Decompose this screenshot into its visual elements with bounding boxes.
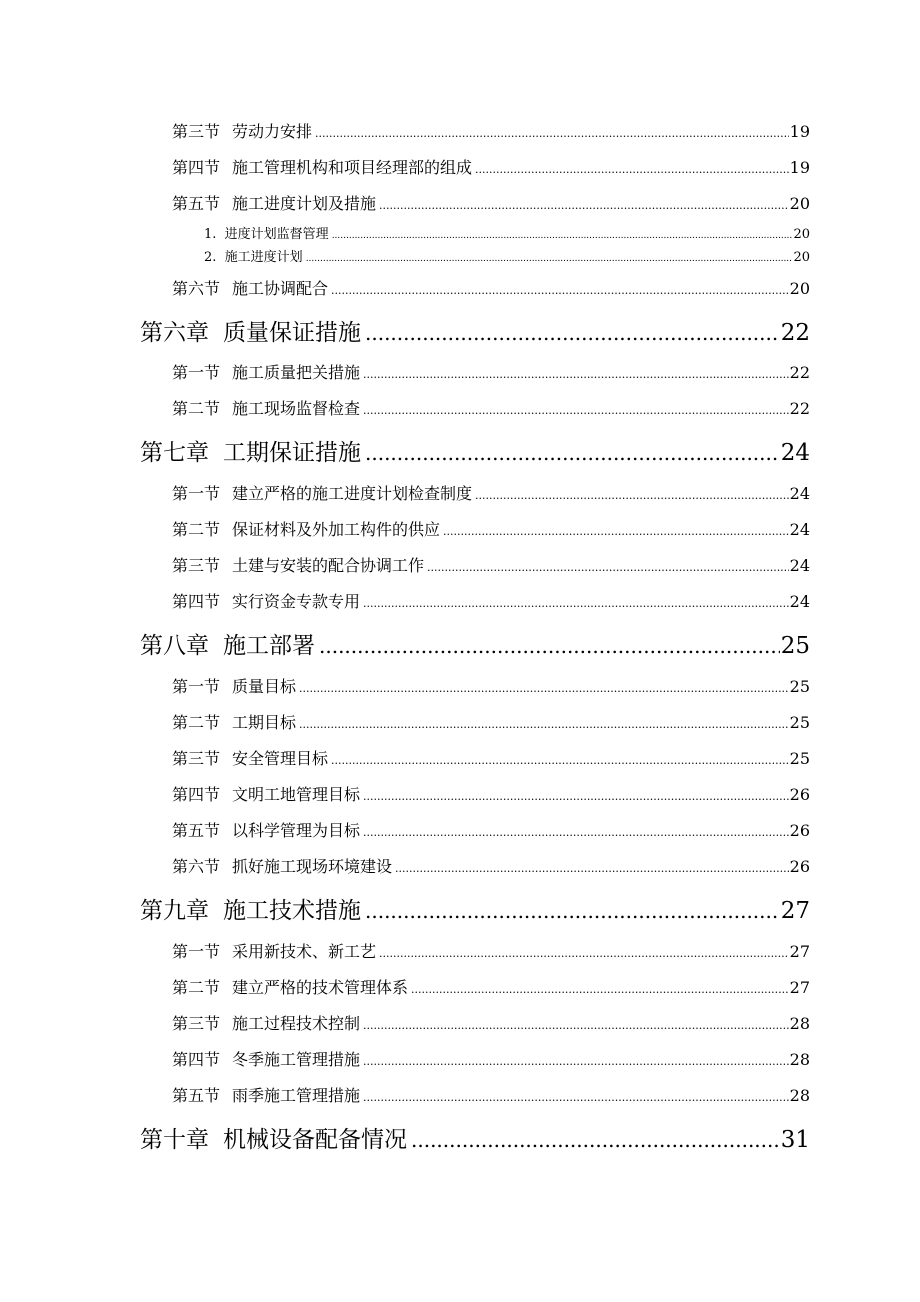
- dot-leader: [411, 983, 789, 996]
- toc-chapter-title: 第八章 施工部署: [140, 633, 315, 659]
- toc-page-number: 20: [789, 194, 810, 213]
- toc-entry[interactable]: [172, 155, 810, 177]
- dot-leader: [365, 321, 780, 345]
- toc-entry[interactable]: [172, 1047, 810, 1069]
- dot-leader: [363, 404, 789, 417]
- toc-entry-title: 第三节 劳动力安排: [172, 122, 313, 141]
- toc-entry[interactable]: [172, 939, 810, 961]
- toc-chapter-title: 第九章 施工技术措施: [140, 898, 361, 924]
- dot-leader: [363, 1019, 789, 1032]
- toc-entry-title: 第二节 建立严格的技术管理体系: [172, 978, 409, 997]
- dot-leader: [363, 790, 789, 803]
- toc-entry-title: 第六节 施工协调配合: [172, 279, 329, 298]
- toc-entry-title: 第五节 以科学管理为目标: [172, 821, 361, 840]
- dot-leader: [363, 1055, 789, 1068]
- toc-chapter-title: 第七章 工期保证措施: [140, 440, 361, 466]
- dot-leader: [363, 368, 789, 381]
- toc-entry[interactable]: [172, 975, 810, 997]
- toc-entry[interactable]: [172, 1011, 810, 1033]
- toc-page-number: 19: [789, 122, 810, 141]
- dot-leader: [379, 947, 789, 960]
- toc-page-number: 28: [789, 1050, 810, 1069]
- toc-chapter-title: 第六章 质量保证措施: [140, 320, 361, 346]
- toc-page-number: 25: [789, 749, 810, 768]
- toc-entry[interactable]: [172, 782, 810, 804]
- toc-page-number: 26: [789, 857, 810, 876]
- toc-entry-title: 第二节 施工现场监督检查: [172, 399, 361, 418]
- dot-leader: [379, 199, 789, 212]
- toc-page-number: 26: [789, 785, 810, 804]
- toc-entry-title: 第四节 文明工地管理目标: [172, 785, 361, 804]
- toc-chapter-title: 第十章 机械设备配备情况: [140, 1127, 407, 1153]
- dot-leader: [331, 754, 789, 767]
- toc-entry-title: 第三节 施工过程技术控制: [172, 1014, 361, 1033]
- toc-entry[interactable]: [172, 276, 810, 298]
- toc-entry[interactable]: [172, 553, 810, 575]
- toc-entry-title: 第二节 工期目标: [172, 713, 297, 732]
- toc-chapter-entry[interactable]: [140, 434, 810, 466]
- toc-page-number: 24: [789, 592, 810, 611]
- dot-leader: [475, 163, 789, 176]
- toc-entry[interactable]: [172, 360, 810, 382]
- toc-chapter-entry[interactable]: [140, 1121, 810, 1153]
- toc-entry-title: 第一节 采用新技术、新工艺: [172, 942, 377, 961]
- toc-entry[interactable]: [172, 1083, 810, 1105]
- toc-entry-title: 第一节 质量目标: [172, 677, 297, 696]
- toc-entry[interactable]: [172, 818, 810, 840]
- toc-entry-title: 第六节 抓好施工现场环境建设: [172, 857, 393, 876]
- toc-entry-title: 第四节 施工管理机构和项目经理部的组成: [172, 158, 473, 177]
- dot-leader: [365, 899, 780, 923]
- toc-entry[interactable]: [172, 119, 810, 141]
- toc-entry[interactable]: [172, 710, 810, 732]
- toc-entry-title: 第一节 施工质量把关措施: [172, 363, 361, 382]
- toc-entry-title: 第二节 保证材料及外加工构件的供应: [172, 520, 441, 539]
- toc-page-number: 24: [780, 440, 810, 466]
- dot-leader: [363, 826, 789, 839]
- toc-page-number: 28: [789, 1086, 810, 1105]
- toc-entry[interactable]: [172, 396, 810, 418]
- toc-entry[interactable]: [204, 223, 810, 241]
- toc-page-number: 27: [789, 978, 810, 997]
- toc-page-number: 25: [789, 677, 810, 696]
- toc-entry-title: 2. 施工进度计划: [204, 250, 303, 265]
- dot-leader: [319, 634, 780, 658]
- dot-leader: [299, 682, 789, 695]
- toc-page-number: 20: [793, 227, 810, 242]
- toc-page-number: 22: [789, 399, 810, 418]
- toc-page-number: 28: [789, 1014, 810, 1033]
- toc-page-number: 20: [793, 250, 810, 265]
- toc-chapter-entry[interactable]: [140, 314, 810, 346]
- toc-page-number: 27: [789, 942, 810, 961]
- dot-leader: [363, 597, 789, 610]
- toc-entry-title: 第一节 建立严格的施工进度计划检查制度: [172, 484, 473, 503]
- dot-leader: [427, 561, 789, 574]
- toc-entry-title: 第三节 安全管理目标: [172, 749, 329, 768]
- dot-leader: [475, 489, 789, 502]
- dot-leader: [395, 862, 789, 875]
- toc-page-number: 25: [780, 633, 810, 659]
- toc-page-number: 24: [789, 484, 810, 503]
- toc-page-number: 25: [789, 713, 810, 732]
- toc-page-number: 27: [780, 898, 810, 924]
- dot-leader: [332, 231, 793, 241]
- toc-entry[interactable]: [172, 854, 810, 876]
- toc-entry[interactable]: [172, 674, 810, 696]
- dot-leader: [299, 718, 789, 731]
- dot-leader: [306, 254, 793, 264]
- toc-page-number: 22: [780, 320, 810, 346]
- toc-entry-title: 第三节 土建与安装的配合协调工作: [172, 556, 425, 575]
- dot-leader: [443, 525, 789, 538]
- toc-entry[interactable]: [172, 191, 810, 213]
- dot-leader: [331, 284, 789, 297]
- dot-leader: [411, 1128, 780, 1152]
- toc-entry-title: 1. 进度计划监督管理: [204, 227, 329, 242]
- toc-chapter-entry[interactable]: [140, 892, 810, 924]
- dot-leader: [365, 441, 780, 465]
- toc-entry[interactable]: [172, 517, 810, 539]
- toc-entry[interactable]: [172, 481, 810, 503]
- toc-entry-title: 第四节 实行资金专款专用: [172, 592, 361, 611]
- toc-page-number: 19: [789, 158, 810, 177]
- dot-leader: [315, 127, 789, 140]
- toc-page-number: 24: [789, 520, 810, 539]
- toc-page-number: 20: [789, 279, 810, 298]
- toc-entry[interactable]: [172, 589, 810, 611]
- dot-leader: [363, 1091, 789, 1104]
- toc-page-number: 26: [789, 821, 810, 840]
- toc-entry-title: 第五节 雨季施工管理措施: [172, 1086, 361, 1105]
- toc-page-number: 22: [789, 363, 810, 382]
- toc-entry[interactable]: [172, 746, 810, 768]
- toc-page-number: 24: [789, 556, 810, 575]
- toc-chapter-entry[interactable]: [140, 627, 810, 659]
- toc-entry[interactable]: [204, 246, 810, 264]
- toc-entry-title: 第四节 冬季施工管理措施: [172, 1050, 361, 1069]
- toc-entry-title: 第五节 施工进度计划及措施: [172, 194, 377, 213]
- toc-page-number: 31: [780, 1127, 810, 1153]
